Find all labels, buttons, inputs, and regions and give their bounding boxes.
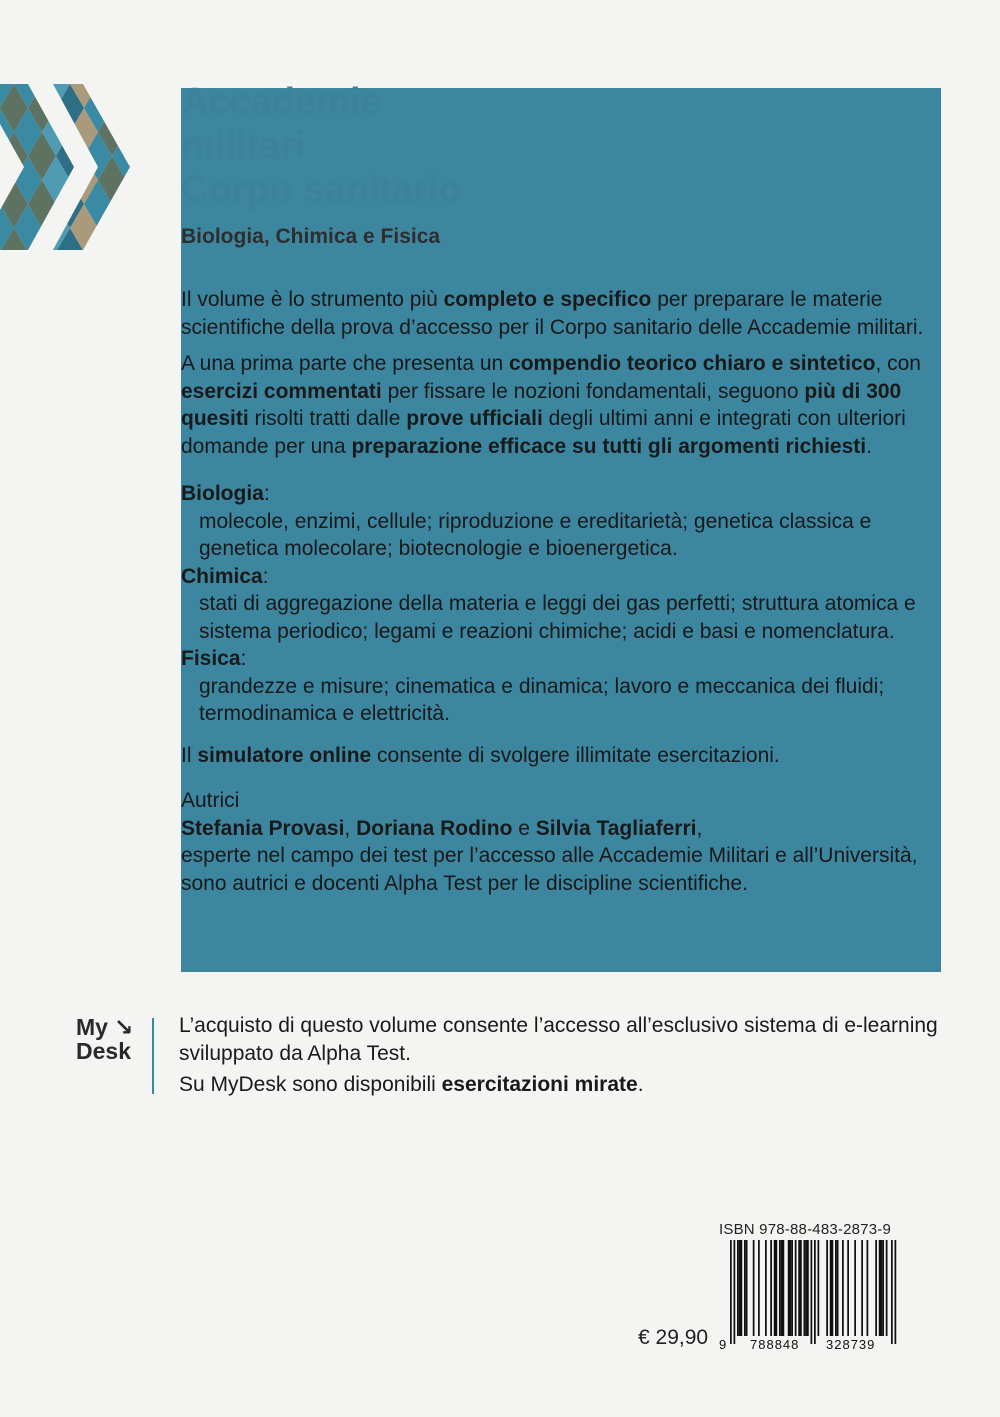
- barcode-bar: [837, 1240, 839, 1336]
- mydesk-logo: [76, 1015, 133, 1063]
- mydesk-line-2-bold: esercitazioni mirate: [441, 1073, 638, 1096]
- p2-seg: risolti tratti dalle: [248, 407, 407, 430]
- barcode-bar: [741, 1240, 743, 1336]
- barcode-bar: [795, 1240, 797, 1336]
- barcode-bar: [826, 1240, 828, 1336]
- barcode-bar: [854, 1240, 856, 1336]
- p2-seg: per fissare le nozioni fondamentali, seguono: [381, 379, 805, 403]
- subject-fisica: Fisica: grandezze e misure; cinematica e dinamica; lavoro e meccanica dei fluidi; termodinamica e elettricità.: [181, 645, 941, 728]
- barcode-bar: [746, 1240, 748, 1336]
- subject-name: Biologia: [181, 482, 264, 505]
- logo-triangle: [98, 228, 126, 250]
- barcode-bar: [798, 1240, 800, 1336]
- logo-triangle: [126, 180, 130, 204]
- barcode-bar: [875, 1240, 877, 1336]
- subjects-list: [181, 480, 941, 728]
- subject-topics: stati di aggregazione della materia e leggi dei gas perfetti; struttura atomica e sistema periodico; legami e reazioni chimiche; acidi e basi e nomenclatura.: [199, 592, 916, 643]
- logo-triangle: [126, 108, 130, 132]
- logo-triangle: [112, 84, 130, 108]
- title-line-3: Corpo sanitario: [181, 169, 462, 211]
- arrow-down-right-icon: ↘: [113, 1014, 134, 1040]
- barcode-bar: [881, 1240, 883, 1336]
- logo-triangle: [112, 228, 130, 250]
- barcode-bar: [790, 1240, 792, 1336]
- mydesk-logo-my: My: [76, 1014, 108, 1040]
- barcode-bar: [753, 1240, 755, 1336]
- barcode-bar: [832, 1240, 834, 1336]
- authors-names: [181, 815, 941, 843]
- p2-seg: degli ultimi anni e integrati con ulteriori domande per una: [181, 407, 906, 458]
- p2-seg-bold: preparazione efficace su tutti gli argomenti richiesti: [351, 434, 867, 458]
- barcode-bar: [744, 1240, 746, 1336]
- logo-triangle: [126, 228, 130, 250]
- p1-seg-bold: completo e specifico: [443, 288, 652, 311]
- barcode-bar: [800, 1240, 802, 1336]
- barcode-bar: [776, 1240, 778, 1336]
- barcode-bar: [835, 1240, 837, 1336]
- simulator-pre: Il: [181, 743, 198, 767]
- isbn-label: ISBN 978-88-483-2873-9: [719, 1221, 892, 1238]
- authors-separator: ,: [696, 816, 703, 840]
- barcode-bar: [774, 1240, 776, 1336]
- barcode-bar: [739, 1240, 741, 1336]
- barcode-bar: [758, 1240, 760, 1336]
- p2-seg-bold: compendio teorico chiaro e sintetico: [509, 352, 876, 375]
- mydesk-accent-line: [152, 1018, 154, 1094]
- simulator-post: consente di svolgere illimitate esercitazioni.: [371, 743, 780, 767]
- logo-triangle: [126, 132, 130, 156]
- logo-triangle: [126, 84, 130, 108]
- barcode-group-1: 788848: [750, 1337, 800, 1352]
- title-line-1: Accademie: [181, 81, 382, 123]
- p2-seg: A una prima parte che presenta un: [181, 352, 510, 375]
- barcode-bar: [791, 1240, 793, 1336]
- barcode-bar: [847, 1240, 849, 1336]
- barcode-bar: [805, 1240, 807, 1336]
- p1-seg: Il volume è lo strumento più: [181, 288, 444, 311]
- back-cover-main: [181, 80, 941, 897]
- book-title: [181, 80, 941, 212]
- logo-triangle: [0, 156, 14, 180]
- p1-seg: per preparare le materie scientifiche della prova d’accesso per il Corpo sanitario delle Accademie militari.: [181, 288, 924, 339]
- subject-chimica: Chimica: stati di aggregazione della materia e leggi dei gas perfetti; struttura atomica e sistema periodico; legami e reazioni chimiche; acidi e basi e nomenclatura.: [181, 563, 941, 646]
- logo-triangle: [98, 84, 126, 108]
- authors-separator: ,: [344, 816, 357, 840]
- barcode-bar: [804, 1240, 806, 1336]
- barcode-group-2: 328739: [826, 1337, 876, 1352]
- barcode-bar: [783, 1240, 785, 1336]
- title-line-2: militari: [181, 125, 306, 167]
- mydesk-line-1: L’acquisto di questo volume consente l’accesso all’esclusivo sistema di e-learning sviluppato da Alpha Test.: [179, 1014, 938, 1065]
- barcode-bar: [867, 1240, 869, 1336]
- author-name: Stefania Provasi: [181, 816, 345, 840]
- logo-triangle: [112, 204, 130, 228]
- barcode-bar: [737, 1240, 739, 1336]
- barcode-bar: [814, 1240, 816, 1344]
- barcode-bar: [882, 1240, 884, 1336]
- description-paragraph-2: [181, 350, 941, 460]
- price-label: € 29,90: [638, 1326, 709, 1349]
- mydesk-line-2-pre: Su MyDesk sono disponibili: [179, 1073, 442, 1096]
- subject-biologia: Biologia: molecole, enzimi, cellule; riproduzione e ereditarietà; genetica classica e genetica molecolare; biotecnologie e bioenergetica.: [181, 480, 941, 563]
- description-paragraph-1: [181, 286, 941, 341]
- author-name: Doriana Rodino: [356, 816, 513, 840]
- authors-bio: esperte nel campo dei test per l’accesso alle Accademie Militari e all’Università, sono autrici e docenti Alpha Test per le discipline scientifiche.: [181, 844, 918, 895]
- p2-seg-bold: più di 300 quesiti: [181, 379, 902, 430]
- barcode-bar: [842, 1240, 844, 1336]
- barcode-bar: [770, 1240, 772, 1336]
- barcode-bar: [765, 1240, 767, 1336]
- p2-seg: .: [866, 434, 872, 458]
- publisher-chevron-logo: [0, 84, 130, 250]
- logo-triangle: [70, 156, 98, 180]
- subject-name: Chimica: [181, 564, 263, 588]
- author-name: Silvia Tagliaferri: [535, 816, 697, 840]
- barcode-bar: [861, 1240, 863, 1336]
- barcode-bar: [779, 1240, 781, 1336]
- barcode-bar: [830, 1240, 832, 1336]
- barcode-bar: [811, 1240, 813, 1344]
- subject-topics: grandezze e misure; cinematica e dinamica; lavoro e meccanica dei fluidi; termodinamica e elettricità.: [199, 674, 885, 725]
- p2-seg-bold: prove ufficiali: [406, 407, 543, 430]
- authors-section: [181, 787, 941, 897]
- p2-seg: , con: [875, 352, 921, 375]
- ean-barcode: [718, 1240, 898, 1352]
- barcode-bar: [788, 1240, 790, 1336]
- p2-seg-bold: esercizi commentati: [181, 379, 382, 403]
- simulator-bold: simulatore online: [197, 743, 372, 767]
- book-subtitle: Biologia, Chimica e Fisica: [181, 225, 441, 248]
- barcode-bar: [807, 1240, 809, 1336]
- barcode-bar: [895, 1240, 897, 1344]
- barcode-lead-digit: 9: [719, 1337, 727, 1352]
- barcode-bar: [781, 1240, 783, 1336]
- logo-triangle: [112, 108, 130, 132]
- barcode-bar: [730, 1240, 732, 1344]
- barcode-bar: [891, 1240, 893, 1344]
- barcode-bar: [879, 1240, 881, 1336]
- mydesk-line-2: [179, 1071, 959, 1099]
- authors-label: Autrici: [181, 789, 240, 812]
- simulator-paragraph: [181, 742, 941, 770]
- mydesk-info: [179, 1012, 959, 1099]
- mydesk-logo-desk: Desk: [76, 1038, 131, 1064]
- barcode-bar: [818, 1240, 820, 1336]
- subject-topics: molecole, enzimi, cellule; riproduzione e ereditarietà; genetica classica e genetica molecolare; biotecnologie e bioenergetica.: [199, 509, 872, 560]
- logo-triangle: [126, 204, 130, 228]
- mydesk-line-2-post: .: [637, 1073, 644, 1096]
- barcode-bar: [886, 1240, 888, 1336]
- authors-separator: e: [512, 816, 536, 840]
- subject-name: Fisica: [181, 647, 241, 670]
- barcode-bar: [734, 1240, 736, 1344]
